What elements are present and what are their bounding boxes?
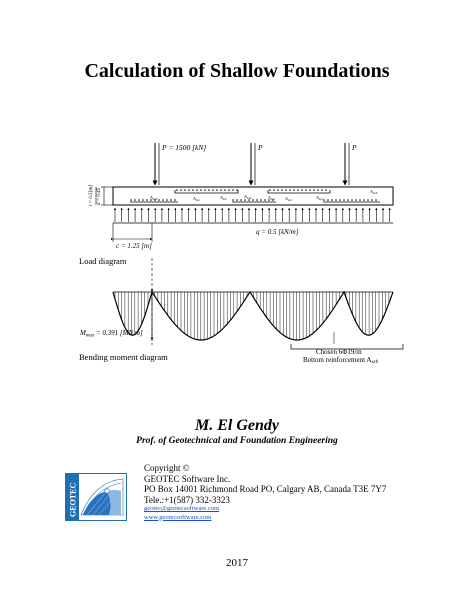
depth-label: d = 0.45	[97, 187, 102, 205]
rebar-dot	[174, 199, 176, 201]
rebar-dot	[367, 199, 369, 201]
rebar-dot	[343, 199, 345, 201]
moment-diagram-label: Bending moment diagram	[79, 352, 168, 362]
svg-text:Asxt: $A_{sxt}$	[268, 195, 275, 201]
company-address: PO Box 14001 Richmond Road PO, Calgary AB, Canada T3E 7Y7	[144, 484, 387, 494]
rebar-dot	[176, 189, 178, 191]
rebar-dot	[228, 189, 230, 191]
rebar-dot	[146, 199, 148, 201]
company-name: GEOTEC Software Inc.	[144, 473, 231, 484]
svg-text:Asxt: $A_{sxt}$	[193, 196, 200, 202]
rebar-dot	[130, 199, 132, 201]
load-label-3: P	[352, 143, 357, 152]
rebar-dot	[204, 189, 206, 191]
rebar-dot	[273, 189, 275, 191]
rebar-dot	[305, 189, 307, 191]
rebar-dot	[347, 199, 349, 201]
chosen-reinforcement-label: Chosen 6Φ19/m	[316, 348, 362, 356]
rebar-dot	[285, 189, 287, 191]
rebar-dot	[277, 189, 279, 191]
rebar-dot	[256, 199, 258, 201]
svg-text:Asxb: $A_{sxb}$	[150, 195, 158, 201]
bottom-reinforcement-label: Bottom reinforcement Asxb	[303, 356, 379, 365]
svg-text:Asxt: $A_{sxt}$	[316, 195, 323, 201]
rebar-dot	[339, 199, 341, 201]
svg-text:Asxb: $A_{sxb}$	[244, 194, 252, 200]
rebar-dot	[363, 199, 365, 201]
rebar-dot	[236, 199, 238, 201]
rebar-dot	[162, 199, 164, 201]
cantilever-label: c = 1.25 [m]	[116, 242, 152, 250]
svg-text:Asxt: $A_{sxt}$	[220, 195, 227, 201]
rebar-dot	[323, 199, 325, 201]
rebar-dot	[289, 189, 291, 191]
thickness-label: t = 0.5[m]	[89, 184, 94, 206]
rebar-dot	[158, 199, 160, 201]
rebar-dot	[252, 199, 254, 201]
rebar-dot	[216, 189, 218, 191]
rebar-dot	[331, 199, 333, 201]
rebar-dot	[375, 199, 377, 201]
rebar-dot	[244, 199, 246, 201]
rebar-dot	[138, 199, 140, 201]
rebar-dot	[232, 199, 234, 201]
rebar-dot	[335, 199, 337, 201]
rebar-dot	[134, 199, 136, 201]
rebar-dot	[236, 189, 238, 191]
copyright-block	[144, 463, 386, 522]
rebar-dot	[224, 189, 226, 191]
rebar-dot	[240, 199, 242, 201]
rebar-dot	[208, 189, 210, 191]
rebar-dot	[313, 189, 315, 191]
load-label-1: P = 1500 [kN]	[162, 143, 207, 152]
copyright-line: Copyright ©	[144, 463, 190, 473]
rebar-dot	[192, 189, 194, 191]
rebar-dot	[321, 189, 323, 191]
rebar-dot	[269, 189, 271, 191]
load-label-2: P	[258, 143, 263, 152]
rebar-dot	[309, 189, 311, 191]
rebar-dot	[327, 199, 329, 201]
rebar-dot	[166, 199, 168, 201]
rebar-dot	[200, 189, 202, 191]
rebar-dot	[188, 189, 190, 191]
publication-year: 2017	[226, 557, 248, 569]
rebar-dot	[359, 199, 361, 201]
rebar-dot	[371, 199, 373, 201]
rebar-dot	[170, 199, 172, 201]
author-name: M. El Gendy	[195, 417, 279, 434]
rebar-dot	[232, 189, 234, 191]
rebar-dot	[355, 199, 357, 201]
pressure-label: q = 0.5 [kN/m]	[256, 228, 299, 236]
document-title: Calculation of Shallow Foundations	[84, 60, 390, 82]
company-phone: Tele.:+1(587) 332-3323	[144, 494, 230, 505]
rebar-dot	[317, 189, 319, 191]
load-diagram-label: Load diagram	[79, 256, 127, 266]
website-link[interactable]: www.geotecsoftware.com	[144, 513, 212, 521]
rebar-dot	[184, 189, 186, 191]
moment-max-label: $M_{max} = 0.391$ [MN.m]	[80, 329, 143, 339]
author-role: Prof. of Geotechnical and Foundation Engineering	[136, 436, 338, 446]
rebar-dot	[196, 189, 198, 191]
svg-text:Asxt: $A_{sxt}$	[285, 196, 292, 202]
rebar-dot	[212, 189, 214, 191]
email-link[interactable]: geotec@geotecsoftware.com	[144, 505, 220, 512]
rebar-dot	[301, 189, 303, 191]
rebar-dot	[220, 189, 222, 191]
rebar-dot	[264, 199, 266, 201]
moment-curve	[113, 292, 393, 340]
rebar-dot	[180, 189, 182, 191]
rebar-dot	[260, 199, 262, 201]
logo-text: GEOTEC	[68, 482, 78, 517]
rebar-dot	[142, 199, 144, 201]
geotec-logo	[65, 473, 127, 521]
svg-text:Asxb: $A_{sxb}$	[370, 189, 378, 195]
rebar-dot	[297, 189, 299, 191]
rebar-dot	[293, 189, 295, 191]
soil-pressure-arrows	[115, 208, 390, 222]
rebar-dot	[325, 189, 327, 191]
rebar-dot	[281, 189, 283, 191]
rebar-dot	[351, 199, 353, 201]
